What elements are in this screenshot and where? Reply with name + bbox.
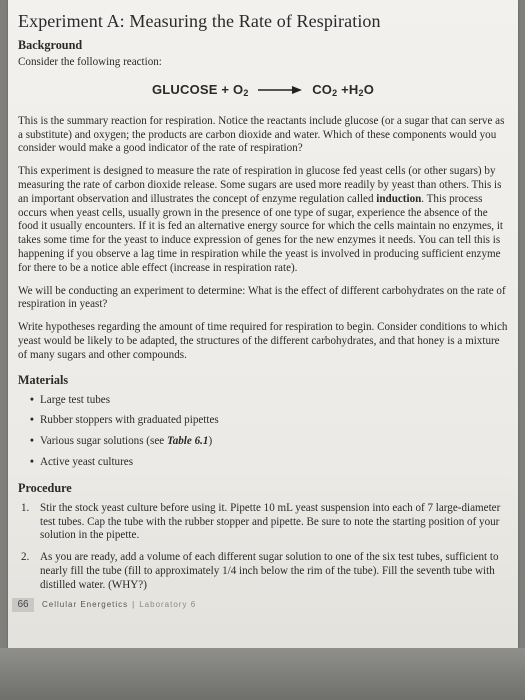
list-item: • Large test tubes bbox=[30, 393, 111, 406]
footer-lab: Laboratory 6 bbox=[139, 600, 197, 609]
equation-reactants: GLUCOSE + $O_2$ bbox=[151, 81, 249, 98]
procedure-step: 1. Stir the stock yeast culture before using it. Pipette 10 mL yeast suspension into each of 7 large-diameter test tubes. Cap the tube with the rubber stopper and pipette. Be sure to note the starting position of your solution in the pipette. bbox=[21, 501, 501, 542]
reaction-arrow-icon bbox=[258, 85, 302, 95]
paragraph-summary-reaction: This is the summary reaction for respiration. Notice the reactants include glucose (or a sugar that can serve as a substitute) and oxygen; the products are carbon dioxide and water. Which of these components would you consider would make a good indicator of the rate of respiration? bbox=[18, 114, 505, 155]
list-item: • Various sugar solutions (see Table 6.1) bbox=[30, 435, 213, 448]
page-number: 66 bbox=[12, 598, 34, 612]
paragraph-hypotheses: Write hypotheses regarding the amount of time required for respiration to begin. Consider conditions to which yeast would be likely to be adapted, the structures of the different carbohydrates, and that honey is a mixture of many sugars and other compounds. bbox=[18, 321, 508, 361]
page-title: Experiment A: Measuring the Rate of Respiration bbox=[18, 11, 381, 31]
procedure-step: 2. As you are ready, add a volume of each different sugar solution to one of the six test tubes, sufficient to nearly fill the tube (fill to approximately 1/4 inch below the rim of the tube). Fill the seventh tube with distilled water. (WHY?) bbox=[21, 551, 499, 591]
background-heading: Background bbox=[18, 38, 83, 52]
page-content bbox=[18, 10, 508, 601]
materials-list bbox=[18, 394, 508, 470]
page-footer bbox=[8, 598, 518, 618]
paragraph-experiment-design: This experiment is designed to measure the rate of respiration in glucose fed yeast cells (or other sugars) by measuring the rate of carbon dioxide release. Some sugars are used more readily by yeast than others. This is an important observation and illustrates the concept of enzyme regulation called induction. This process occurs when yeast cells, usually grown in the presence of one type of sugar, experience the absence of the food it usually encounters. If it is fed an alternative energy source for which the cells maintain no enzymes, it takes some time for the yeast to induce expression of genes for the new enzymes it needs. You can tell this is happening if you observe a lag time in respiration while the yeast is involved in producing sufficient enzyme for there to be a notice able effect (increase in respiration rate). bbox=[18, 165, 503, 274]
textbook-page bbox=[8, 0, 518, 660]
term-induction: induction bbox=[376, 192, 422, 205]
materials-heading: Materials bbox=[18, 372, 69, 387]
desk-background bbox=[0, 648, 525, 700]
table-reference: Table 6.1 bbox=[166, 435, 209, 448]
list-item: • Rubber stoppers with graduated pipettes bbox=[30, 414, 219, 427]
running-footer: Cellular Energetics | Laboratory 6 bbox=[42, 600, 197, 609]
reaction-intro: Consider the following reaction: bbox=[18, 56, 162, 68]
paragraph-question: We will be conducting an experiment to determine: What is the effect of different carbohydrates on the rate of respiration in yeast? bbox=[18, 284, 506, 311]
respiration-equation bbox=[18, 82, 508, 101]
procedure-heading: Procedure bbox=[18, 480, 72, 495]
footer-section: Cellular Energetics bbox=[42, 600, 129, 609]
procedure-list bbox=[18, 502, 508, 593]
equation-products: $CO_2 +H_2O$ bbox=[312, 81, 375, 98]
list-item: • Active yeast cultures bbox=[30, 455, 134, 468]
